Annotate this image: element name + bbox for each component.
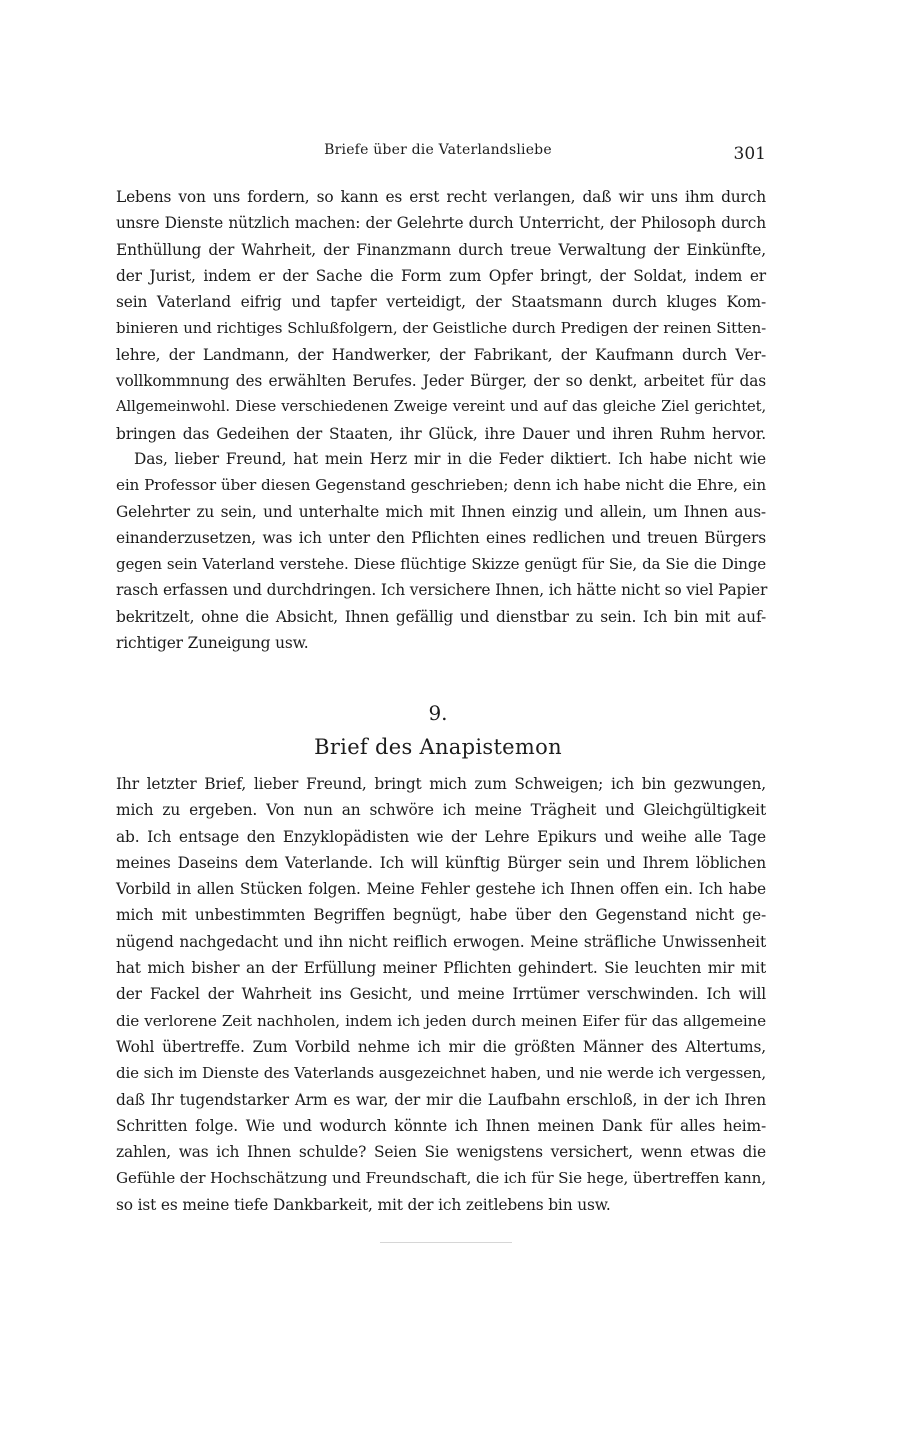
text-line: gegen sein Vaterland verstehe. Diese flüchtige Skizze genügt für Sie, da Sie die Dinge xyxy=(116,555,766,574)
text-line: bekritzelt, ohne die Absicht, Ihnen gefällig und dienstbar zu sein. Ich bin mit auf- xyxy=(116,607,766,626)
text-line: daß Ihr tugendstarker Arm es war, der mir die Laufbahn erschloß, in der ich Ihren xyxy=(116,1090,766,1109)
paragraph-letter-body xyxy=(116,771,766,1218)
text-line: ein Professor über diesen Gegenstand geschrieben; denn ich habe nicht die Ehre, ein xyxy=(116,476,766,495)
text-line: rasch erfassen und durchdringen. Ich versichere Ihnen, ich hätte nicht so viel Papier xyxy=(116,581,768,600)
text-line: lehre, der Landmann, der Handwerker, der Fabrikant, der Kaufmann durch Ver- xyxy=(116,345,766,364)
page-number: 301 xyxy=(733,144,766,164)
section-number: 9. xyxy=(428,701,448,725)
text-line: richtiger Zuneigung usw. xyxy=(116,634,309,653)
text-line: sein Vaterland eifrig und tapfer verteidigt, der Staatsmann durch kluges Kom- xyxy=(116,293,766,312)
text-line: unsre Dienste nützlich machen: der Gelehrte durch Unterricht, der Philosoph durch xyxy=(116,214,766,233)
paragraph-closing xyxy=(116,446,766,656)
text-line: meines Daseins dem Vaterlande. Ich will künftig Bürger sein und Ihrem löblichen xyxy=(116,853,766,872)
text-line: Gelehrter zu sein, und unterhalte mich mit Ihnen einzig und allein, um Ihnen aus- xyxy=(116,502,766,521)
running-title: Briefe über die Vaterlandsliebe xyxy=(324,142,552,158)
end-divider xyxy=(380,1242,512,1243)
text-line: bringen das Gedeihen der Staaten, ihr Glück, ihre Dauer und ihren Ruhm hervor. xyxy=(116,424,766,443)
text-line: der Fackel der Wahrheit ins Gesicht, und meine Irrtümer verschwinden. Ich will xyxy=(116,985,766,1004)
running-header xyxy=(0,140,900,164)
text-line: ab. Ich entsage den Enzyklopädisten wie der Lehre Epikurs und weihe alle Tage xyxy=(116,827,766,846)
text-line: Wohl übertreffe. Zum Vorbild nehme ich mir die größten Männer des Altertums, xyxy=(116,1037,766,1056)
text-line: hat mich bisher an der Erfüllung meiner Pflichten gehindert. Sie leuchten mir mit xyxy=(116,959,766,978)
text-line: die sich im Dienste des Vaterlands ausgezeichnet haben, und nie werde ich vergessen, xyxy=(116,1064,766,1083)
text-line: der Jurist, indem er der Sache die Form zum Opfer bringt, der Soldat, indem er xyxy=(116,266,766,285)
text-line: nügend nachgedacht und ihn nicht reiflich erwogen. Meine sträfliche Unwissenheit xyxy=(116,932,766,951)
text-line: Das, lieber Freund, hat mein Herz mir in die Feder diktiert. Ich habe nicht wie xyxy=(134,450,766,468)
text-line: Gefühle der Hochschätzung und Freundschaft, die ich für Sie hege, übertreffen kann, xyxy=(116,1169,766,1188)
text-line: Vorbild in allen Stücken folgen. Meine Fehler gestehe ich Ihnen offen ein. Ich habe xyxy=(116,880,766,899)
text-line: mich mit unbestimmten Begriffen begnügt, habe über den Gegenstand nicht ge- xyxy=(116,906,766,925)
text-line: mich zu ergeben. Von nun an schwöre ich meine Trägheit und Gleichgültigkeit xyxy=(116,801,766,820)
text-line: Allgemeinwohl. Diese verschiedenen Zweige vereint und auf das gleiche Ziel gerichtet, xyxy=(116,398,766,416)
text-line: einanderzusetzen, was ich unter den Pflichten eines redlichen und treuen Bürgers xyxy=(116,528,766,547)
text-line: binieren und richtiges Schlußfolgern, der Geistliche durch Predigen der reinen Sitten- xyxy=(116,319,766,338)
text-line: zahlen, was ich Ihnen schulde? Seien Sie wenigstens versichert, wenn etwas die xyxy=(116,1143,766,1162)
text-line: Schritten folge. Wie und wodurch könnte ich Ihnen meinen Dank für alles heim- xyxy=(116,1116,766,1135)
text-line: Enthüllung der Wahrheit, der Finanzmann durch treue Verwaltung der Einkünfte, xyxy=(116,240,766,259)
section-title: Brief des Anapistemon xyxy=(314,735,562,759)
text-line: vollkommnung des erwählten Berufes. Jeder Bürger, der so denkt, arbeitet für das xyxy=(116,372,766,391)
text-line: Lebens von uns fordern, so kann es erst recht verlangen, daß wir uns ihm durch xyxy=(116,188,766,206)
paragraph-continued xyxy=(116,184,766,447)
text-line: die verlorene Zeit nachholen, indem ich jeden durch meinen Eifer für das allgemeine xyxy=(116,1011,766,1030)
text-line: Ihr letzter Brief, lieber Freund, bringt mich zum Schweigen; ich bin gezwungen, xyxy=(116,775,766,793)
text-line: so ist es meine tiefe Dankbarkeit, mit der ich zeitlebens bin usw. xyxy=(116,1195,611,1214)
